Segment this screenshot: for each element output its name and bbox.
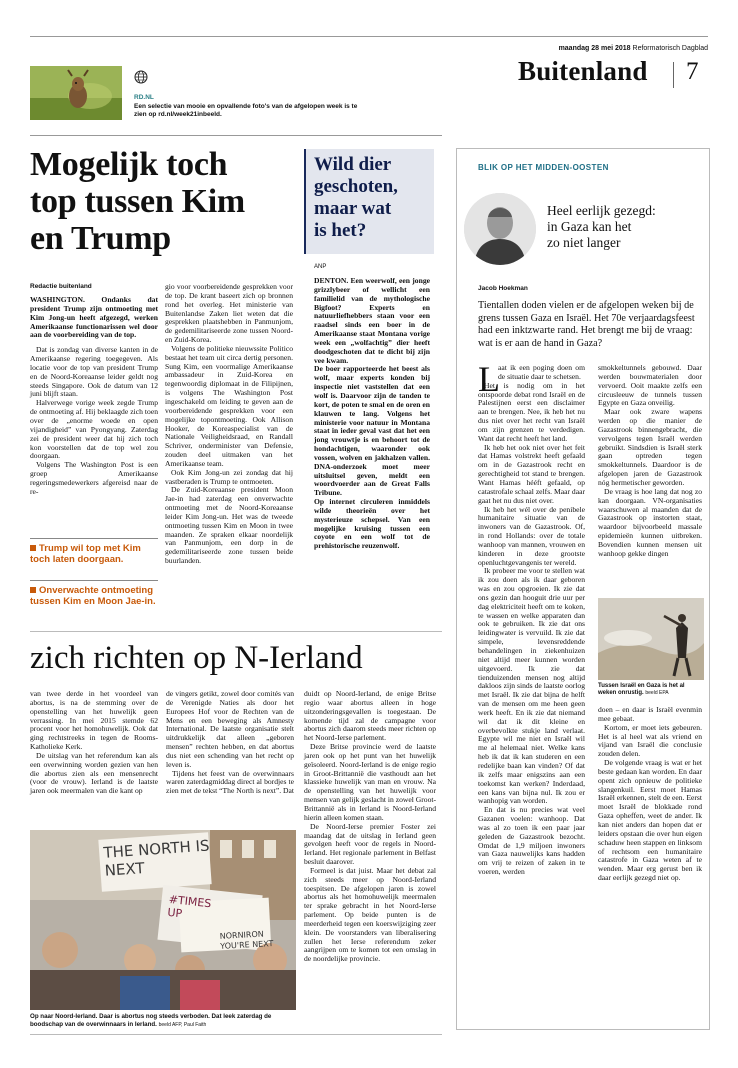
- related-link-1-label: Trump wil top met Kim toch laten doorgaan.: [30, 543, 141, 565]
- related-rule: [30, 538, 158, 539]
- header-top-rule: [30, 36, 708, 37]
- ierland-paragraph: De uitslag van het referendum kan als een overwinning worden gezien van hen die abortus zien als een mensenrecht (voor de vrouw). Ierland is de laatste jaren ook meermalen van die kant op: [30, 750, 158, 796]
- kim-headline-line: top tussen Kim: [30, 183, 245, 220]
- promo-site: RD.NL: [134, 94, 154, 101]
- ierland-column-1: [30, 690, 158, 796]
- kim-paragraph: gio voor voorbereidende gesprekken voor de top. De krant baseert zich op bronnen rond het overleg. Het ministerie van Buitenlandse Zaken liet weten dat die gesprekken plaatshebben in Panmunjom, de gedemilitariseerde zone tussen Noord- en Zuid-Korea.: [165, 282, 293, 345]
- blik-quote-line: zo niet langer: [547, 235, 621, 250]
- ierland-paragraph: duidt op Noord-Ierland, de enige Britse regio waar abortus alleen in hoge uitzonderingsgevallen is toegestaan. De komende tijd zal de campagne voor abortus zich daarom steeds meer richten op het Noord-Ierse parlement.: [304, 689, 436, 743]
- promo-photo-deer[interactable]: [30, 66, 122, 120]
- kim-paragraph: Volgens The Washington Post is een groep Amerikaanse regeringsmedewerkers afgereisd naar de re-: [30, 460, 158, 496]
- bullet-square-icon: [30, 545, 36, 551]
- wild-byline: ANP: [314, 264, 327, 270]
- blik-column-1: [478, 364, 585, 877]
- blik-paragraph: Ik probeer me voor te stellen wat ik zou doen als ik daar geboren was en zou opgroeien. Ik zie dat ons gezin dan hooguit drie uur per dag elektriciteit heeft om te koken, te wassen en welke apparaten dan ook te gebruiken. Ik zie dat ons leidingwater is vervuild. Ik zie dat simpele, levensreddende behandelingen in ziekenhuizen niet altijd meer kunnen worden uitgevoerd. Ik zie dat tienduizenden mensen nog altijd dakloos zijn sinds de laatste oorlog met Israël. Ik zie dat bijna de helft van de mensen om me heen geen werk heeft. En ik zie dat niemand wil dat ik dit kleine en overbevolkte stukje land verlaat. Egypte wil me niet en Israël wil me al helemaal niet. Welke kans heb ik dat ik kan studeren en een redelijke baan kan vinden? Of dat ik zelfs maar enigszins aan een toekomst kan werken? Inderdaad, een kans van bijna nul. Ik zou er wanhopig van worden.: [478, 566, 585, 806]
- kim-paragraph: Dat is zondag van diverse kanten in de Amerikaanse regering toegegeven. Als locatie voor de top van president Trump en de Noord-Koreaanse leider geldt nog steeds Singapore. Ook de datum van 12 juni blijft staan.: [30, 345, 158, 399]
- ierland-caption-credit: beeld AFP, Paul Faith: [158, 1021, 207, 1028]
- protest-sign-times-up: #TIMES UP: [166, 892, 212, 921]
- wild-column: [314, 277, 430, 551]
- kim-headline: [30, 146, 300, 257]
- blik-paragraph: Het is nodig om in het ontspoorde debat rond Israël en de Palestijnen eerst een disclaimer aan te brengen. Nee, ik heb het nu dus niet over het recht van Israël om zijn grenzen te verdedigen. Want dat recht heeft het land.: [478, 380, 585, 443]
- protest-sign-norniron-text: NORNIRON: [219, 929, 264, 941]
- bullet-square-icon: [30, 587, 36, 593]
- author-avatar: [464, 193, 536, 265]
- kim-headline-line: Mogelijk toch: [30, 146, 228, 183]
- gaza-caption-text: Tussen Israël en Gaza is het al weken onrustig.: [598, 683, 685, 697]
- wild-paragraph: De boer rapporteerde het beest als wolf, maar experts konden bij inspectie niet vaststellen dat een wolf is. Daarvoor zijn de tanden te kort, de poten te smal en de oren en klauwen te lang. Volgens het ministerie voor natuur in Montana staat in ieder geval vast dat het een jong vrouwtje is en behoort tot de hondachtigen, waaronder ook vossen, wolven en jakhalzen vallen. DNA-onderzoek moet meer uitsluitsel geven, meldt een woordvoerder aan de Great Falls Tribune.: [314, 364, 430, 498]
- wild-headline-line: geschoten,: [314, 176, 398, 197]
- blik-paragraph: Ik heb het wél over de penibele humanitaire situatie van de inwoners van de Gazastrook. Of, in rond Hollands: over de totale wanhoop van mannen, vrouwen en kinderen in deze grootste openluchtgevangenis ter wereld.: [478, 504, 585, 567]
- kim-column-1: [30, 296, 158, 497]
- protest-sign-norniron: [220, 928, 291, 952]
- wild-headline-line: is het?: [314, 220, 367, 241]
- wild-headline: [314, 154, 432, 242]
- related-link-1[interactable]: [30, 543, 158, 565]
- ierland-paragraph: Deze Britse provincie werd de laatste jaren ook op het punt van het huwelijk geïsoleerd. Noord-Ierland is de enige regio in Groot-Brittannië die vasthoudt aan het klassieke huwelijk van man en vrouw. Na de openstelling van het huwelijk voor mensen van gelijk geslacht in zowel Groot-Brittannië als in Ierland is Noord-Ierland hierin alleen komen staan.: [304, 742, 437, 822]
- protest-sign-north-is-next: THE NORTH IS NEXT: [102, 836, 211, 880]
- blik-paragraph: Ik heb het ook niet over het feit dat Hamas volstrekt heeft gefaald om in de Gazastrook recht en gerechtigheid tot stand te brengen. Want Hamas hééft gefaald, op catastrofale schaal zelfs. Maar daar gaat het nu dus niet over.: [478, 442, 585, 505]
- wild-paragraph: Op internet circuleren inmiddels wilde theorieën over het mysterieuze schepsel. Van een mogelijke kruising tussen een coyote en een wolf tot de prehistorische reuzenwolf.: [314, 497, 430, 551]
- bottom-rule: [30, 1034, 442, 1035]
- header-dateline: [559, 45, 708, 52]
- gaza-caption-credit: beeld EPA: [645, 690, 669, 697]
- ierland-column-2: [166, 690, 294, 796]
- blik-paragraph: aat ik een poging doen om de situatie daar te schetsen.: [498, 363, 585, 381]
- kim-paragraph: Halverwege vorige week zegde Trump de ontmoeting af. Hij beklaagde zich toen over de „enorme woede en open vijandigheid” van Pyongyang. Zaterdag zei de president weer dat hij zich toch kon voorstellen dat de top wel zou doorgaan.: [30, 398, 158, 461]
- globe-icon: [134, 70, 148, 84]
- kim-paragraph: Volgens de politieke nieuwssite Politico bestaat het team uit circa dertig personen. Sung Kim, een voormalige Amerikaanse ambassadeur in Zuid-Korea en tegenwoordig diplomaat in de Filipijnen, is volgens The Washington Post ingeschakeld om leiding te geven aan de voorbereidende gesprekken voor een mogelijke topontmoeting. Ook Allison Hooker, de Koreaspecialist van de Nationale Veiligheidsraad, en Randall Schriver, onderminister van Defensie, zouden deel uitmaken van het Amerikaanse team.: [165, 343, 293, 468]
- blik-column-2: [598, 364, 702, 559]
- wild-headline-line: maar wat: [314, 198, 392, 219]
- blik-paragraph: smokkeltunnels gebouwd. Daar werden bouwmaterialen door vervoerd. Ooit maakte zelfs een circusleeuw de tunnels tussen Egypte en Gaza onveilig.: [598, 363, 702, 408]
- ierland-column-3: [304, 690, 436, 964]
- blik-paragraph: De vraag is hoe lang dat nog zo kan doorgaan. VN-organisaties waarschuwen al maanden dat de Gazastrook op instorten staat, waardoor bijvoorbeeld massale epidemieën kunnen uitbreken. Bovendien kunnen mensen uit wanhoop gekke dingen: [598, 486, 702, 558]
- ierland-headline: zich richten op N-Ierland: [30, 640, 363, 676]
- kim-paragraph: Ook Kim Jong-un zei zondag dat hij vastberaden is Trump te ontmoeten.: [165, 467, 293, 486]
- kim-byline: Redactie buitenland: [30, 283, 92, 290]
- blik-intro: Tientallen doden vielen er de afgelopen weken bij de grens tussen Gaza en Israël. Het 70e verjaardagsfeest had een inktzwarte rand. Het brengt me bij de vraag: wat is er aan de hand in Gaza?: [478, 300, 695, 349]
- ierland-paragraph: de vingers getikt, zowel door comités van de Verenigde Naties als door het Europees Hof voor de Rechten van de Mens en een beweging als Amnesty International. De laatste organisatie stelt uitdrukkelijk dat alleen „geboren mensen” rechten hebben, en dat abortus dus niet een schending van het recht op leven is.: [166, 689, 294, 769]
- kim-column-2: [165, 283, 293, 566]
- ierland-caption: [30, 1013, 296, 1029]
- related-link-2-label: Onverwachte ontmoeting tussen Kim en Moon Jae-in.: [30, 585, 156, 607]
- related-link-2[interactable]: [30, 585, 158, 607]
- kim-headline-line: en Trump: [30, 220, 171, 257]
- blik-column-2b: [598, 706, 702, 883]
- blik-paragraph: Kortom, er moet iets gebeuren. Het is al heel wat als vriend en vijand van Israël die conclusie zouden delen.: [598, 722, 702, 759]
- ierland-paragraph: Tijdens het feest van de overwinnaars waren zaterdagmiddag direct al bordjes te zien met de tekst “The North is next”. Dat: [166, 768, 294, 796]
- wild-box-accent: [304, 149, 306, 254]
- blik-paragraph: En dat is nu precies wat veel Gazanen voelen: wanhoop. Dat was al zo toen ik een paar jaar geleden de Gazastrook bezocht. Omdat de 1,9 miljoen inwoners van Gaza nauwelijks kans hadden om vrij te reizen of zaken in te voeren, werden: [478, 805, 585, 877]
- header-divider: [673, 62, 674, 88]
- ierland-paragraph: De Noord-Ierse premier Foster zei maandag dat de uitslag in Ierland geen gevolgen heeft voor de regels in Noord-Ierland. Het regionale parlement in Belfast besluit daarover.: [304, 821, 436, 867]
- protest-sign-youre-next: YOU'RE NEXT: [220, 939, 274, 951]
- wild-paragraph: DENTON. Een weerwolf, een jonge grizzlybeer of wellicht een familielid van de mythologische Bigfoot? Experts en natuurliefhebbers staan voor een raadsel sinds een boer in de Amerikaanse staat Montana vorige week een „wolfachtig” dier heeft doodgeschoten dat te dicht bij zijn vee kwam.: [314, 276, 430, 365]
- ierland-top-rule: [30, 631, 442, 632]
- promo-text[interactable]: Een selectie van mooie en opvallende foto's van de afgelopen week is te zien op rd.nl/week21inbeeld.: [134, 103, 358, 118]
- ierland-photo[interactable]: [30, 830, 296, 1010]
- kim-paragraph: De Zuid-Koreaanse president Moon Jae-in had zaterdag een onverwachte ontmoeting met de Noord-Koreaanse leider Kim Jong-un. Het was de tweede ontmoeting tussen Kim en Moon in twee maanden. Ze spraken elkaar noordelijk van Panmunjom, een dorp in de gedemilitariseerde zone tussen beide buurlanden.: [165, 485, 293, 566]
- blik-dropcap: L: [478, 359, 500, 399]
- blik-quote-line: in Gaza kan het: [547, 219, 632, 234]
- top-rule-left: [30, 135, 442, 136]
- ierland-paragraph: van twee derde in het voordeel van abortus, is na de stemming over de openstelling van het huwelijk geen verrassing. In mei 2015 stemde 62 procent voor het homohuwelijk. Ook dat ging rechtstreeks in tegen de Rooms-Katholieke Kerk.: [30, 689, 158, 752]
- gaza-photo[interactable]: [598, 598, 704, 680]
- wild-headline-line: Wild dier: [314, 154, 392, 175]
- section-title: Buitenland: [518, 56, 648, 86]
- header-date: maandag 28 mei 2018: [558, 45, 631, 52]
- blik-paragraph: De volgende vraag is wat er het beste gedaan kan worden. En daar opent zich opnieuw de politieke slangenkuil. Eerst moet Hamas Israël erkennen, stelt de een. Eerst moet Israël de blokkade rond Gaza opheffen, weet de ander. Ik kan niet anders dan hopen dat er leiders opstaan die over hun eigen schaduw heen stappen en linksom of rechtsom een humanitaire catastrofe in Gaza weten af te wenden. Maar erg gerust ben ik daar eerlijk gezegd niet op.: [598, 758, 702, 883]
- blik-quote: [547, 203, 697, 251]
- blik-quote-line: Heel eerlijk gezegd:: [547, 203, 656, 218]
- related-rule: [30, 580, 158, 581]
- blik-paragraph: doen – en daar is Israël evenmin mee gebaat.: [598, 705, 702, 723]
- kim-lead: WASHINGTON. Ondanks dat president Trump zijn ontmoeting met Kim Jong-un heeft afgezegd, werken Amerikaanse functionarissen wel door aan de voorbereiding van de top.: [30, 295, 158, 340]
- gaza-caption: [598, 683, 704, 698]
- page-number: 7: [686, 58, 699, 85]
- blik-paragraph: Maar ook zware wapens werden op die manier de Gazastrook binnengebracht, die vervolgens tegen Israël werden gebruikt. Sindsdien is Israël sterk gaan optreden tegen smokkeltunnels. Daardoor is de afgelopen jaren de Gazastrook nóg hermetischer geworden.: [598, 407, 702, 487]
- ierland-paragraph: Formeel is dat juist. Maar het debat zal zich steeds meer op Noord-Ierland toespitsen. De afgelopen jaren is zowel abortus als het homohuwelijk meermalen ter sprake gebracht in het Noord-Ierse parlement. Op beide punten is de meerderheid tegen een koerswijziging zeer klein. De voorstanders van liberalisering zullen het Ierse referendum zeker aangrijpen om te komen tot een omslag in de noordelijke provincie.: [304, 865, 436, 964]
- header-paper: Reformatorisch Dagblad: [632, 45, 708, 52]
- blik-kicker: BLIK OP HET MIDDEN-OOSTEN: [478, 163, 609, 172]
- ierland-caption-text: Op naar Noord-Ierland. Daar is abortus nog steeds verboden. Dat leek zaterdag de boodschap van de overwinnaars in Ierland.: [30, 1013, 272, 1028]
- blik-author: Jacob Hoekman: [478, 285, 528, 292]
